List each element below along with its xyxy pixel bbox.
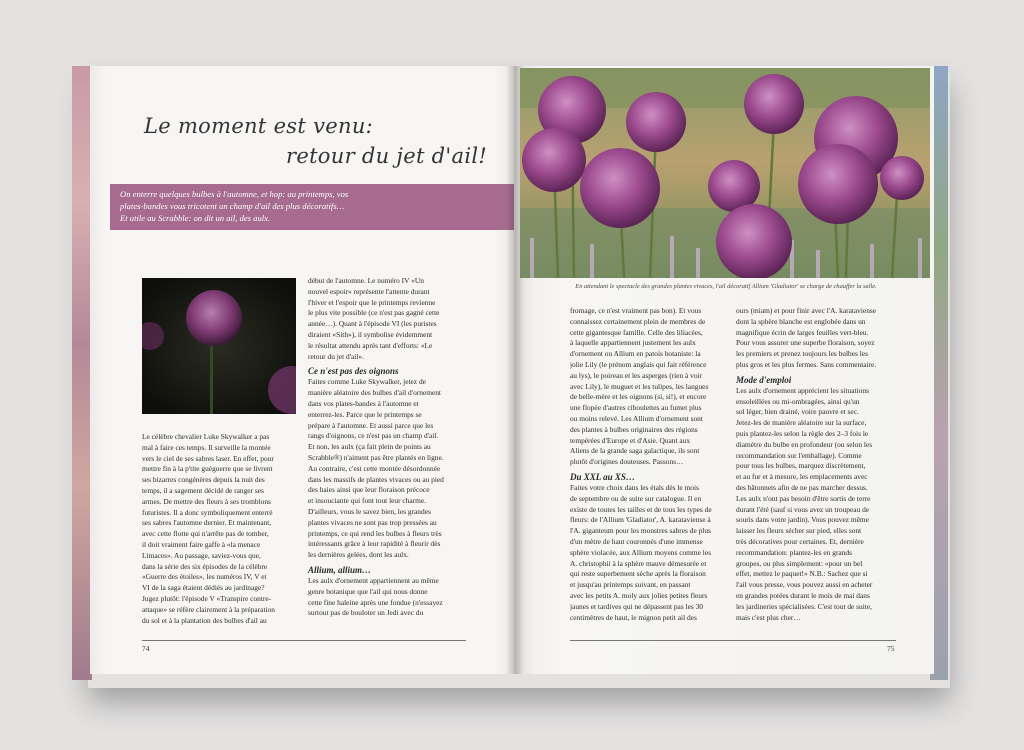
left-column-2 bbox=[308, 276, 466, 619]
text-line: sol léger, bien drainé, voire pauvre et sec. bbox=[736, 407, 859, 417]
text-line: l'ail vous presse, vous pouvez aussi en acheter bbox=[736, 580, 873, 590]
text-line: qui reste superbement sèche après la floraison bbox=[570, 569, 706, 579]
text-line: des bâtonnets afin de ne pas marcher dessus. bbox=[736, 482, 868, 492]
text-line: et jusqu'au printemps suivant, en passant bbox=[570, 580, 691, 590]
text-line: Les aulx n'ont pas besoin d'être sortis de terre bbox=[736, 493, 871, 503]
text-line: le plus vite possible (ce n'est pas gagné cette bbox=[308, 308, 440, 318]
text-line: nouvel espoir» représente l'attente durant bbox=[308, 286, 430, 296]
text-line: les jardineries spécialisées. C'est tout de suite, bbox=[736, 601, 872, 611]
text-line: surtout pas de bouloter un Jedi avec du bbox=[308, 608, 424, 618]
text-line: dont la sphère blanche est englobée dans un bbox=[736, 316, 866, 326]
text-line: les dernières gelées, dont les aulx. bbox=[308, 550, 409, 560]
text-line: et au fur et à mesure, les emplacements avec bbox=[736, 472, 868, 482]
text-line: le résultat attendu après tant d'efforts: «Le bbox=[308, 340, 433, 350]
text-line: des haies ainsi que leur floraison précoce bbox=[308, 485, 430, 495]
text-line: cette fine haleine après une fondue (n'essayez bbox=[308, 597, 443, 607]
text-line: diamètre du bulbe en profondeur (ou selon les bbox=[736, 439, 873, 449]
text-line: jaunes et tardives qui ne dépassent pas les 30 bbox=[570, 601, 703, 611]
text-line: Jugez plutôt: l'épisode V «Transpire contre- bbox=[142, 593, 272, 603]
text-line: prépare à l'automne. Et aussi parce que les bbox=[308, 420, 434, 430]
text-line: enterrez-les. Parce que le printemps se bbox=[308, 409, 422, 419]
text-line: durant l'été (sauf si vous avez un troupeau de bbox=[736, 504, 870, 514]
text-line: sphère violacée, aux Allium moyens comme les bbox=[570, 547, 711, 557]
text-line: Limaces». Au passage, saviez-vous que, bbox=[142, 550, 261, 560]
text-line: Aliens de la grande saga galactique, ils sont bbox=[570, 446, 700, 456]
allium-photo-large bbox=[520, 68, 930, 278]
text-line: d'ornement ou Allium en patois botaniste: la bbox=[570, 349, 701, 359]
text-line: début de l'automne. Le numéro IV «Un bbox=[308, 276, 424, 285]
text-line: temps, il a sagement décidé de ranger ses bbox=[142, 485, 264, 495]
text-line: dans la série des six épisodes de la célèbre bbox=[142, 561, 268, 571]
book-cover-edge-left bbox=[72, 66, 92, 680]
text-line: tempérées d'Europe et d'Asie. Quant aux bbox=[570, 435, 691, 445]
text-line: ses bizarres congénères depuis la nuit des bbox=[142, 475, 265, 485]
text-line: attaque» se réfère clairement à la préparation bbox=[142, 604, 275, 614]
text-line: Jetez-les de manière aléatoire sur la surface, bbox=[736, 418, 867, 428]
text-line: des plantes à bulbes originaires des régions bbox=[570, 424, 698, 434]
text-line: du sol et à la plantation des bulbes d'ail au bbox=[142, 615, 267, 625]
footer-rule bbox=[142, 640, 466, 641]
text-line: au lys), le poireau et les asperges (rien à voir bbox=[570, 370, 703, 380]
left-column-1 bbox=[142, 432, 296, 626]
article-title-line1: Le moment est venu: bbox=[144, 114, 374, 138]
text-line: vers le ciel de ses sabres laser. En effet, pour bbox=[142, 453, 274, 463]
text-line: pour tous les bulbes, marquez discrètement, bbox=[736, 461, 866, 471]
text-line: Pour vous assurer une superbe floraison, soyez bbox=[736, 338, 875, 348]
intro-line: On enterre quelques bulbes à l'automne, et hop: au printemps, vos bbox=[120, 189, 349, 199]
text-line: VI de la saga étaient dédiés au jardinage? bbox=[142, 583, 265, 593]
text-line: laisser les fleurs sécher sur pied, elles sont bbox=[736, 526, 862, 536]
text-line: mais c'est plus cher… bbox=[736, 612, 801, 622]
text-line: à laquelle appartiennent justement les aulx bbox=[570, 338, 696, 348]
text-line: de septembre ou de suite sur catalogue. Il en bbox=[570, 493, 702, 503]
text-line: rangs d'oignons, ce n'est pas un champ d'ail. bbox=[308, 431, 439, 441]
text-line: de belle-mère et les oignons (si, si!), et encore bbox=[570, 392, 707, 402]
text-line: dans vos plates-bandes à l'automne et bbox=[308, 398, 419, 408]
left-page bbox=[90, 66, 520, 674]
subheading: Allium, allium… bbox=[308, 564, 372, 575]
text-line: fleurs: de l'Allium 'Gladiator', A. karataviense à bbox=[570, 515, 711, 525]
text-line: futuristes. Il a donc symboliquement enterré bbox=[142, 507, 273, 517]
text-line: effet, mettez le paquet!» N.B.: Sachez que si bbox=[736, 569, 868, 579]
text-line: Les aulx d'ornement appartiennent au même bbox=[308, 575, 439, 585]
subheading: Mode d'emploi bbox=[736, 374, 792, 385]
text-line: diraient «Sith»), il symbolise évidemment bbox=[308, 329, 433, 339]
article-title-line2: retour du jet d'ail! bbox=[286, 144, 488, 168]
text-line: fromage, ce n'est vraiment pas bon). Et vous bbox=[570, 306, 702, 315]
text-line: Au contraire, c'est cette montée désordonnée bbox=[308, 463, 441, 473]
text-line: intéressants grâce à leur rapidité à fleurir dès bbox=[308, 539, 441, 549]
text-line: très décoratives pour certaines. Et, dernière bbox=[736, 536, 864, 546]
text-line: manière aléatoire des bulbes d'ail d'ornement bbox=[308, 388, 441, 398]
text-line: mal à faire ces temps. Il surveille la montée bbox=[142, 442, 271, 452]
allium-flower-image bbox=[142, 278, 296, 414]
text-line: A. christophii à la sphère mauve démesurée et bbox=[570, 558, 707, 568]
text-line: Faites votre choix dans les étals dès le mois bbox=[570, 482, 699, 492]
text-line: genre botanique que l'ail qui nous donne bbox=[308, 586, 428, 596]
text-line: puis plantez-les selon la règle des 2–3 fois le bbox=[736, 428, 869, 438]
text-line: mettre fin à la p'tite guéguerre que se livrent bbox=[142, 464, 273, 474]
text-line: centimètres de haut, le mignon petit ail des bbox=[570, 612, 697, 622]
text-line: recommandation sur l'emballage). Comme bbox=[736, 450, 862, 460]
text-line: «Guerre des étoiles», les numéros IV, V et bbox=[142, 572, 267, 582]
text-line: printemps, ce qui rend les bulbes à fleurs très bbox=[308, 528, 442, 538]
text-line: magnifique écrin de larges feuilles vert-bleu. bbox=[736, 327, 869, 337]
text-line: ensoleillées ou mi-ombragées, ainsi qu'un bbox=[736, 396, 860, 406]
text-line: ou moins relevé. Les Allium d'ornement sont bbox=[570, 413, 703, 423]
text-line: il doit vraiment faire gaffe à «la menace bbox=[142, 539, 261, 549]
text-line: et insouciante qui font tout leur charme. bbox=[308, 496, 427, 506]
text-line: dans les massifs de plantes vivaces ou au pied bbox=[308, 474, 444, 484]
text-line: en grandes potées durant le mois de mai dans bbox=[736, 590, 870, 600]
text-line: plutôt d'origines douteuses. Passons… bbox=[570, 457, 684, 467]
footer-rule bbox=[570, 640, 896, 641]
text-line: connaissez certainement plein de membres de bbox=[570, 316, 706, 326]
right-column-1 bbox=[570, 306, 730, 623]
intro-banner bbox=[110, 184, 516, 230]
text-line: Et non, les aulx (ça fait plein de points au bbox=[308, 442, 431, 452]
text-line: plus gros et les plus fermes. Sans commentaire. bbox=[736, 359, 877, 369]
text-line: plantes vivaces ne sont pas trop pressées au bbox=[308, 517, 437, 527]
text-line: recommandation: plantez-les en grands bbox=[736, 547, 852, 557]
text-line: groupes, ou plus simplement: «pour un bel bbox=[736, 558, 863, 568]
subheading: Ce n'est pas des oignons bbox=[308, 366, 399, 377]
text-line: jolie Lily (le prénom anglais qui fait référence bbox=[570, 359, 707, 369]
intro-line: Et utile au Scrabble: on dit un ail, des aulx. bbox=[120, 213, 271, 223]
subheading: Du XXL au XS… bbox=[570, 471, 635, 482]
text-line: année…). Quant à l'épisode VI (les puristes bbox=[308, 319, 437, 329]
text-line: une flopée d'autres ciboulettes au fumet plus bbox=[570, 403, 702, 413]
text-line: souris dans votre jardin). Vous pouvez même bbox=[736, 515, 869, 525]
text-line: Les aulx d'ornement apprécient les situations bbox=[736, 385, 869, 395]
text-line: d'un mètre de haut couronnés d'une immense bbox=[570, 536, 703, 546]
allium-photo-small bbox=[142, 278, 296, 414]
text-line: les premiers et prenez toujours les bulbes les bbox=[736, 349, 868, 359]
text-line: armes. De mettre des fleurs à ses tromblons bbox=[142, 496, 271, 506]
allium-field-image bbox=[520, 68, 930, 278]
text-line: Faites comme Luke Skywalker, jetez de bbox=[308, 377, 426, 387]
text-line: ses sabres l'automne dernier. Et maintenant, bbox=[142, 518, 272, 528]
text-line: ours (miam) et pour finir avec l'A. karataviense bbox=[736, 306, 877, 315]
text-line: existe de toutes les tailles et de tous les types de bbox=[570, 504, 712, 514]
text-line: avec Lily), le muguet et les tulipes, les langues bbox=[570, 381, 709, 391]
text-line: avec cette flotte qui n'arrête pas de tomber, bbox=[142, 529, 269, 539]
page-number-left: 74 bbox=[142, 644, 150, 653]
page-number-right: 75 bbox=[887, 644, 895, 653]
text-line: retour du jet d'ail». bbox=[308, 351, 364, 361]
text-line: Le célèbre chevalier Luke Skywalker a pas bbox=[142, 432, 270, 441]
text-line: avec les petits A. moly aux jolies petites fleurs bbox=[570, 590, 708, 600]
text-line: l'A. giganteum pour les monstres sabres de plus bbox=[570, 526, 711, 536]
text-line: Scrabble®) n'aiment pas être plantés en ligne. bbox=[308, 452, 444, 462]
text-line: l'hiver et l'espoir que le printemps revienne bbox=[308, 297, 436, 307]
right-column-2 bbox=[736, 306, 896, 623]
photo-caption: En attendant le spectacle des grandes plantes vivaces, l'ail décoratif Allium 'Gladiator' se charge de chauffer la salle. bbox=[575, 283, 877, 290]
text-line: cette gigantesque famille. Celle des liliacées, bbox=[570, 327, 703, 337]
intro-line: plates-bandes vous tricotent un champ d'ail des plus décoratifs… bbox=[120, 201, 345, 211]
text-line: D'ailleurs, vous le savez bien, les grandes bbox=[308, 506, 431, 516]
